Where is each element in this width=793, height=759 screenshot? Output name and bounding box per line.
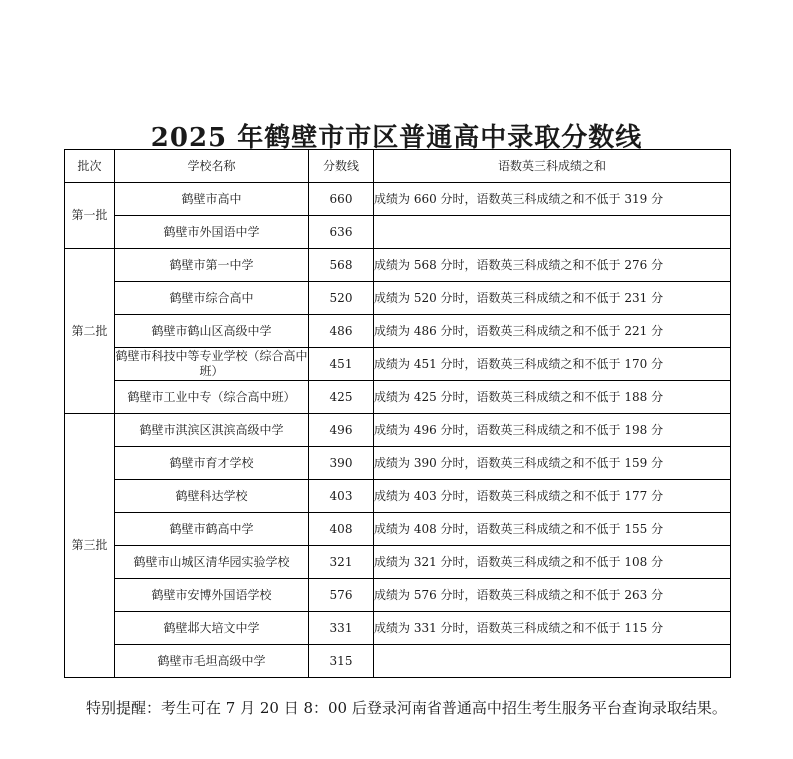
school-name-cell: 鹤壁市育才学校 [115,447,309,480]
score-cell: 520 [309,282,374,315]
score-cell: 403 [309,480,374,513]
score-cell: 496 [309,414,374,447]
table-header-row [65,150,731,183]
header-school: 学校名称 [115,150,309,183]
table-row [65,315,731,348]
condition-cell: 成绩为 390 分时，语数英三科成绩之和不低于 159 分 [374,447,731,480]
school-name-cell: 鹤壁市高中 [115,183,309,216]
special-reminder-note: 特别提醒：考生可在 7 月 20 日 8：00 后登录河南省普通高中招生考生服务平台查询录取结果。 [86,699,727,717]
score-cell: 331 [309,612,374,645]
condition-cell: 成绩为 403 分时，语数英三科成绩之和不低于 177 分 [374,480,731,513]
school-name-cell: 鹤壁市安博外国语学校 [115,579,309,612]
table-row [65,348,731,381]
table-row [65,645,731,678]
table-row [65,282,731,315]
school-name-cell: 鹤壁市鹤山区高级中学 [115,315,309,348]
score-cell: 636 [309,216,374,249]
score-cell: 408 [309,513,374,546]
score-cell: 576 [309,579,374,612]
condition-cell: 成绩为 408 分时，语数英三科成绩之和不低于 155 分 [374,513,731,546]
score-cell: 451 [309,348,374,381]
school-name-cell: 鹤壁市鹤高中学 [115,513,309,546]
condition-cell [374,216,731,249]
batch-cell: 第三批 [65,414,115,678]
score-cell: 486 [309,315,374,348]
condition-cell: 成绩为 520 分时，语数英三科成绩之和不低于 231 分 [374,282,731,315]
school-name-cell: 鹤壁市第一中学 [115,249,309,282]
page-title: 2025 年鹤壁市市区普通高中录取分数线 [150,123,643,154]
table-row [65,612,731,645]
header-condition: 语数英三科成绩之和 [374,150,731,183]
condition-cell: 成绩为 496 分时，语数英三科成绩之和不低于 198 分 [374,414,731,447]
score-cell: 660 [309,183,374,216]
table-row [65,513,731,546]
school-name-cell: 鹤壁市外国语中学 [115,216,309,249]
score-cell: 568 [309,249,374,282]
condition-cell: 成绩为 425 分时，语数英三科成绩之和不低于 188 分 [374,381,731,414]
school-name-cell: 鹤壁市淇滨区淇滨高级中学 [115,414,309,447]
condition-cell: 成绩为 451 分时，语数英三科成绩之和不低于 170 分 [374,348,731,381]
school-name-cell: 鹤壁市科技中等专业学校（综合高中班） [115,348,309,381]
batch-cell: 第一批 [65,183,115,249]
batch-cell: 第二批 [65,249,115,414]
table-row [65,480,731,513]
score-cell: 315 [309,645,374,678]
school-name-cell: 鹤壁邶大培文中学 [115,612,309,645]
school-name-cell: 鹤壁科达学校 [115,480,309,513]
table-body [65,183,731,678]
header-score: 分数线 [309,150,374,183]
score-cell: 390 [309,447,374,480]
admission-score-table [64,149,731,678]
school-name-cell: 鹤壁市综合高中 [115,282,309,315]
table-row [65,249,731,282]
condition-cell: 成绩为 576 分时，语数英三科成绩之和不低于 263 分 [374,579,731,612]
school-name-cell: 鹤壁市山城区清华园实验学校 [115,546,309,579]
condition-cell: 成绩为 331 分时，语数英三科成绩之和不低于 115 分 [374,612,731,645]
condition-cell [374,645,731,678]
score-cell: 321 [309,546,374,579]
condition-cell: 成绩为 660 分时，语数英三科成绩之和不低于 319 分 [374,183,731,216]
condition-cell: 成绩为 568 分时，语数英三科成绩之和不低于 276 分 [374,249,731,282]
table-row [65,381,731,414]
table-row [65,579,731,612]
table-row [65,447,731,480]
header-batch: 批次 [65,150,115,183]
condition-cell: 成绩为 486 分时，语数英三科成绩之和不低于 221 分 [374,315,731,348]
school-name-cell: 鹤壁市毛坦高级中学 [115,645,309,678]
score-cell: 425 [309,381,374,414]
table-row [65,183,731,216]
table-row [65,414,731,447]
table-row [65,546,731,579]
condition-cell: 成绩为 321 分时，语数英三科成绩之和不低于 108 分 [374,546,731,579]
school-name-cell: 鹤壁市工业中专（综合高中班） [115,381,309,414]
table-row [65,216,731,249]
